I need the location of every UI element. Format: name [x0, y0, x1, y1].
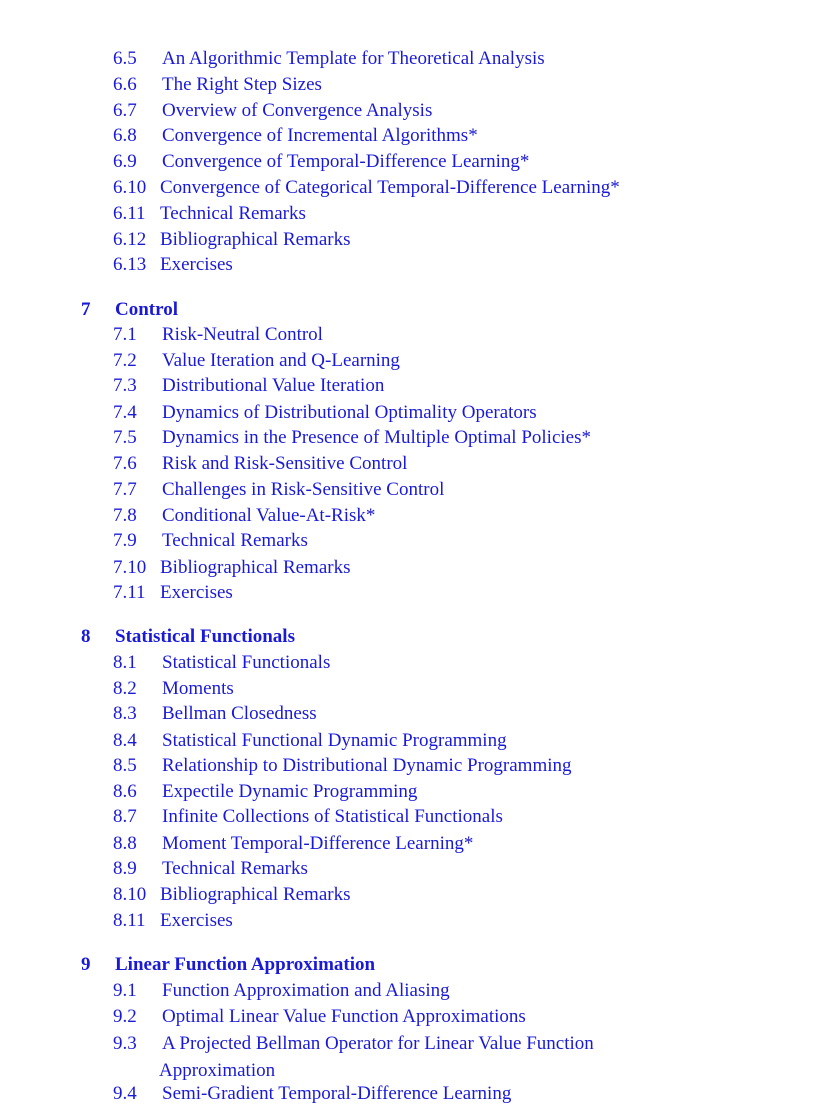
section-number: 6.7	[113, 100, 137, 121]
toc-entry-9-3[interactable]	[113, 1030, 594, 1084]
toc-entry-7-8[interactable]	[113, 504, 375, 528]
section-title: Convergence of Temporal-Difference Learning*	[162, 151, 530, 172]
toc-entry-7-2[interactable]	[113, 349, 400, 373]
section-number: 8.9	[113, 858, 137, 879]
toc-entry-7-9[interactable]	[113, 529, 308, 553]
toc-entry-8-2[interactable]	[113, 677, 234, 701]
section-title: Bibliographical Remarks	[160, 884, 351, 905]
toc-chapter-7[interactable]	[81, 298, 178, 322]
toc-entry-8-7[interactable]	[113, 805, 503, 829]
section-number: 8.10	[113, 884, 147, 905]
toc-chapter-9[interactable]	[81, 953, 375, 977]
toc-entry-7-4[interactable]	[113, 401, 537, 425]
toc-entry-7-11[interactable]	[113, 581, 233, 605]
section-title: A Projected Bellman Operator for Linear Value Function	[162, 1033, 594, 1054]
section-title: Exercises	[160, 254, 233, 275]
section-title: Exercises	[160, 582, 233, 603]
section-number: 7.9	[113, 530, 137, 551]
section-title: Function Approximation and Aliasing	[162, 980, 450, 1001]
toc-chapter-8[interactable]	[81, 625, 295, 649]
toc-entry-8-1[interactable]	[113, 651, 330, 675]
section-number: 7.3	[113, 375, 137, 396]
section-title: An Algorithmic Template for Theoretical Analysis	[162, 48, 545, 69]
section-number: 8.5	[113, 755, 137, 776]
section-number: 6.5	[113, 48, 137, 69]
toc-entry-8-4[interactable]	[113, 729, 507, 753]
section-title: Distributional Value Iteration	[162, 375, 385, 396]
section-title: Statistical Functionals	[162, 652, 331, 673]
section-number: 6.13	[113, 254, 147, 275]
toc-entry-7-10[interactable]	[113, 556, 350, 580]
toc-entry-6-13[interactable]	[113, 253, 233, 277]
section-number: 8.4	[113, 730, 137, 751]
section-number: 9.2	[113, 1006, 137, 1027]
section-title: Bibliographical Remarks	[160, 557, 351, 578]
section-number: 8.2	[113, 678, 137, 699]
toc-entry-6-5[interactable]	[113, 47, 545, 71]
chapter-title: Statistical Functionals	[115, 626, 295, 647]
toc-entry-6-10[interactable]	[113, 176, 620, 200]
section-number: 8.8	[113, 833, 137, 854]
section-number: 8.11	[113, 910, 146, 931]
toc-entry-7-1[interactable]	[113, 323, 323, 347]
section-number: 7.7	[113, 479, 137, 500]
toc-entry-7-5[interactable]	[113, 426, 591, 450]
section-number: 6.10	[113, 177, 147, 198]
section-number: 9.4	[113, 1083, 137, 1104]
section-title: Bibliographical Remarks	[160, 229, 351, 250]
section-title: Challenges in Risk-Sensitive Control	[162, 479, 445, 500]
section-title: Technical Remarks	[162, 858, 308, 879]
section-title: Risk and Risk-Sensitive Control	[162, 453, 408, 474]
section-title: Optimal Linear Value Function Approximations	[162, 1006, 526, 1027]
toc-entry-7-3[interactable]	[113, 374, 384, 398]
toc-entry-6-11[interactable]	[113, 202, 306, 226]
section-title: Moments	[162, 678, 234, 699]
toc-entry-9-1[interactable]	[113, 979, 450, 1003]
section-title: Convergence of Incremental Algorithms*	[162, 125, 478, 146]
section-title-continuation: Approximation	[159, 1060, 276, 1081]
toc-entry-6-12[interactable]	[113, 228, 350, 252]
toc-entry-9-4[interactable]	[113, 1082, 511, 1106]
section-number: 7.1	[113, 324, 137, 345]
section-title: Relationship to Distributional Dynamic Programming	[162, 755, 572, 776]
section-number: 7.5	[113, 427, 137, 448]
section-number: 7.2	[113, 350, 137, 371]
section-title: Value Iteration and Q-Learning	[162, 350, 400, 371]
section-title: Bellman Closedness	[162, 703, 317, 724]
toc-entry-8-5[interactable]	[113, 754, 572, 778]
chapter-number: 8	[81, 626, 91, 647]
toc-entry-6-8[interactable]	[113, 124, 478, 148]
section-title: The Right Step Sizes	[162, 74, 322, 95]
section-title: Risk-Neutral Control	[162, 324, 323, 345]
toc-entry-7-6[interactable]	[113, 452, 407, 476]
chapter-title: Control	[115, 299, 178, 320]
section-title: Statistical Functional Dynamic Programming	[162, 730, 507, 751]
toc-entry-8-10[interactable]	[113, 883, 350, 907]
section-title: Exercises	[160, 910, 233, 931]
section-title: Technical Remarks	[162, 530, 308, 551]
section-title: Dynamics of Distributional Optimality Operators	[162, 402, 537, 423]
toc-entry-8-6[interactable]	[113, 780, 417, 804]
section-number: 7.8	[113, 505, 137, 526]
section-number: 9.1	[113, 980, 137, 1001]
toc-entry-8-11[interactable]	[113, 909, 233, 933]
chapter-number: 9	[81, 954, 91, 975]
section-number: 7.11	[113, 582, 146, 603]
section-title: Dynamics in the Presence of Multiple Optimal Policies*	[162, 427, 592, 448]
section-title: Conditional Value-At-Risk*	[162, 505, 376, 526]
toc-entry-6-7[interactable]	[113, 99, 432, 123]
section-title: Expectile Dynamic Programming	[162, 781, 418, 802]
section-number: 6.6	[113, 74, 137, 95]
section-number: 8.1	[113, 652, 137, 673]
section-title: Technical Remarks	[160, 203, 306, 224]
section-title: Overview of Convergence Analysis	[162, 100, 433, 121]
section-title: Infinite Collections of Statistical Functionals	[162, 806, 503, 827]
section-title: Semi-Gradient Temporal-Difference Learning	[162, 1083, 512, 1104]
section-number: 6.9	[113, 151, 137, 172]
section-number: 6.12	[113, 229, 147, 250]
toc-entry-9-2[interactable]	[113, 1005, 526, 1029]
toc-entry-6-9[interactable]	[113, 150, 529, 174]
toc-entry-8-8[interactable]	[113, 832, 473, 856]
toc-entry-7-7[interactable]	[113, 478, 444, 502]
section-title: Convergence of Categorical Temporal-Difference Learning*	[160, 177, 620, 198]
section-title: Moment Temporal-Difference Learning*	[162, 833, 474, 854]
section-number: 8.6	[113, 781, 137, 802]
section-number: 8.3	[113, 703, 137, 724]
section-number: 7.10	[113, 557, 147, 578]
chapter-number: 7	[81, 299, 91, 320]
toc-entry-6-6[interactable]	[113, 73, 322, 97]
section-number: 7.4	[113, 402, 137, 423]
toc-entry-8-9[interactable]	[113, 857, 308, 881]
section-number: 7.6	[113, 453, 137, 474]
toc-entry-8-3[interactable]	[113, 702, 317, 726]
section-number: 8.7	[113, 806, 137, 827]
section-number: 9.3	[113, 1033, 137, 1054]
chapter-title: Linear Function Approximation	[115, 954, 376, 975]
section-number: 6.8	[113, 125, 137, 146]
section-number: 6.11	[113, 203, 146, 224]
